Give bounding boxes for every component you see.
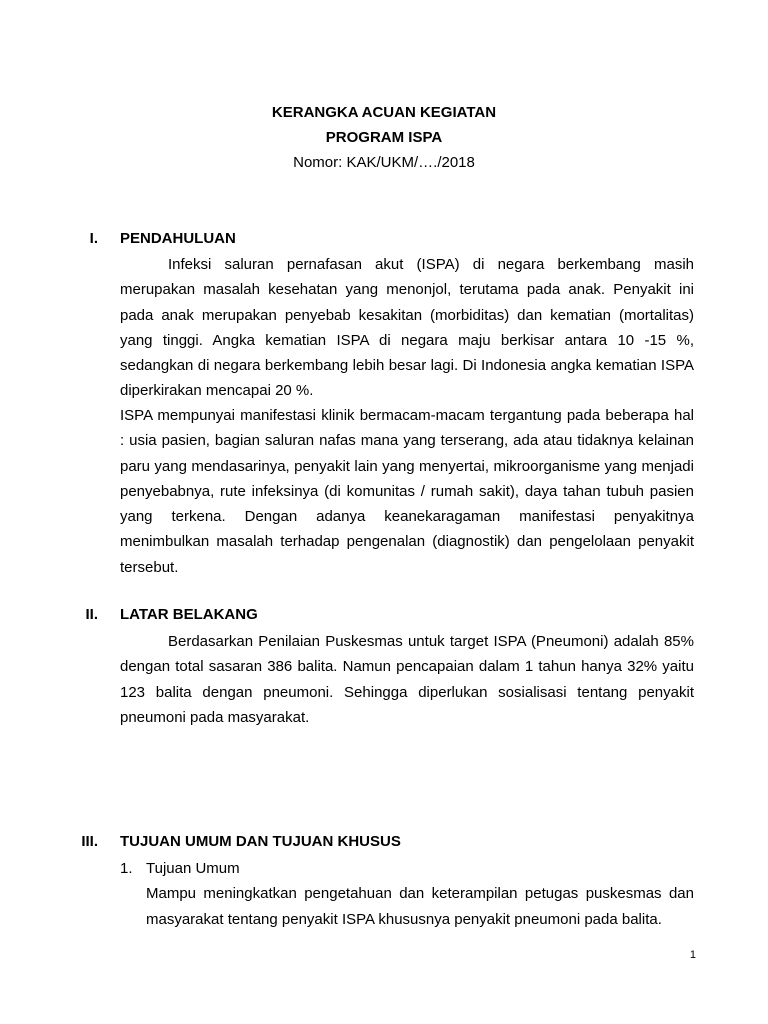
section-numeral: II. bbox=[85, 606, 98, 623]
paragraph-latar-belakang: Berdasarkan Penilaian Puskesmas untuk target ISPA (Pneumoni) adalah 85% dengan total sasaran 386 balita. Namun pencapaian dalam 1 tahun hanya 32% yaitu 123 balita dengan pneumoni. Sehingga diperlukan sosialisasi tentang penyakit pneumoni pada masyarakat. bbox=[120, 633, 694, 726]
document-header bbox=[0, 100, 768, 175]
section-title: TUJUAN UMUM DAN TUJUAN KHUSUS bbox=[120, 833, 401, 850]
document-title: KERANGKA ACUAN KEGIATAN bbox=[271, 104, 497, 121]
paragraph-pendahuluan-1: Infeksi saluran pernafasan akut (ISPA) di negara berkembang masih merupakan masalah kesehatan yang menonjol, terutama pada anak. Penyakit ini pada anak merupakan penyebab kesakitan (morbiditas) dan kematian (mortalitas) yang tinggi. Angka kematian ISPA di negara maju berkisar antara 10 -15 %, sedangkan di negara berkembang lebih besar lagi. Di Indonesia angka kematian ISPA diperkirakan mencapai 20 %. bbox=[120, 256, 694, 400]
section-title: LATAR BELAKANG bbox=[120, 606, 258, 623]
list-item-number: 1. bbox=[120, 860, 133, 877]
list-item-label: Tujuan Umum bbox=[146, 860, 240, 877]
paragraph-tujuan-umum: Mampu meningkatkan pengetahuan dan keterampilan petugas puskesmas dan masyarakat tentang penyakit ISPA khususnya penyakit pneumoni pada balita. bbox=[146, 885, 694, 928]
list-item-tujuan-umum bbox=[120, 856, 694, 881]
section-numeral: III. bbox=[81, 833, 98, 850]
section-numeral: I. bbox=[89, 230, 98, 247]
section-heading-pendahuluan bbox=[0, 227, 768, 251]
paragraph-pendahuluan-2: ISPA mempunyai manifestasi klinik bermacam-macam tergantung pada beberapa hal : usia pasien, bagian saluran nafas mana yang terserang, ada atau tidaknya kelainan paru yang mendasarinya, penyakit lain yang menyertai, mikroorganisme yang menjadi penyebabnya, rute infeksinya (di komunitas / rumah sakit), daya tahan tubuh pasien yang terkena. Dengan adanya keanekaragaman manifestasi penyakitnya menimbulkan masalah terhadap pengenalan (diagnostik) dan pengelolaan penyakit tersebut. bbox=[120, 407, 694, 576]
page-number: 1 bbox=[689, 949, 696, 961]
program-title: PROGRAM ISPA bbox=[325, 129, 443, 146]
document-number: Nomor: KAK/UKM/…./2018 bbox=[293, 154, 475, 171]
section-heading-tujuan bbox=[0, 830, 768, 854]
section-title: PENDAHULUAN bbox=[120, 230, 236, 247]
section-heading-latar-belakang bbox=[0, 603, 768, 627]
